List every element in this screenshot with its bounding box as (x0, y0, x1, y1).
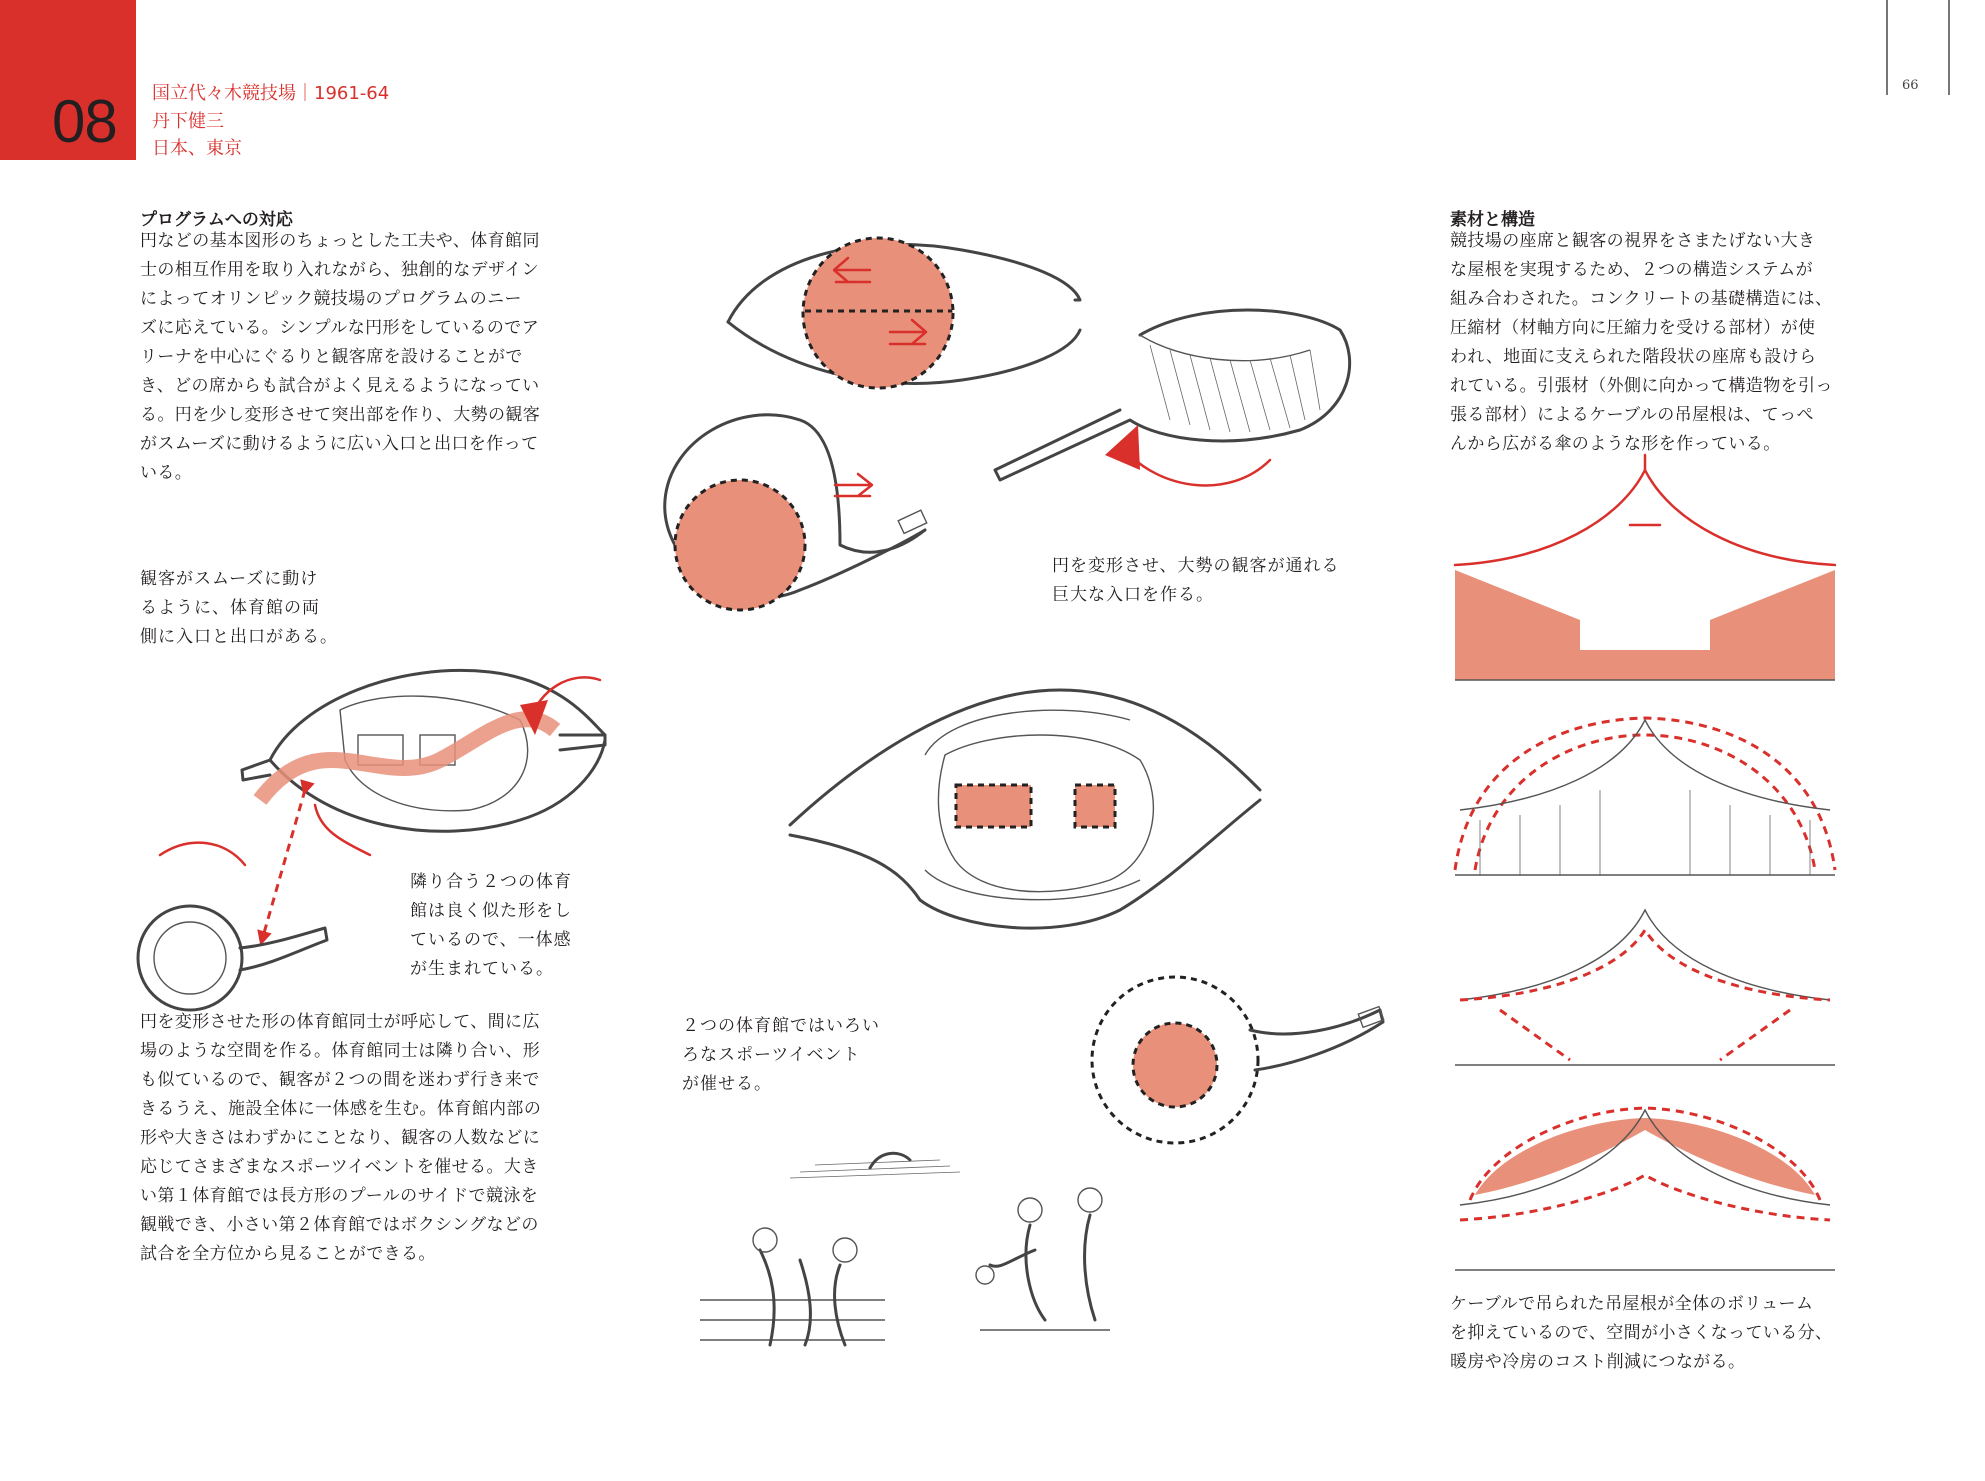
text-line: 側に入口と出口がある。 (140, 627, 338, 647)
chapter-number: 08 (52, 88, 117, 155)
text-line: れている。引張材（外側に向かって構造物を引っ (1450, 376, 1833, 396)
text-line: がスムーズに動けるように広い入口と出口を作って (140, 434, 539, 454)
swimmer-sketch (790, 1153, 960, 1178)
boxers-sketch (700, 1228, 885, 1345)
text-line: リーナを中心にぐるりと観客席を設けることがで (140, 347, 523, 367)
two-buildings-flow-diagram (160, 670, 605, 940)
text-line: 士の相互作用を取り入れながら、独創的なデザイン (140, 260, 540, 280)
text-line: も似ているので、観客が２つの間を迷わず行き来で (140, 1070, 540, 1090)
text-line: 暖房や冷房のコスト削減につながる。 (1450, 1352, 1746, 1372)
text-line: 場のような空間を作る。体育館同士は隣り合い、形 (140, 1041, 541, 1061)
building-title: 国立代々木競技場｜1961-64 (152, 83, 390, 104)
text-line: 試合を全方位から見ることができる。 (140, 1244, 436, 1264)
text-line: い第１体育館では長方形のプールのサイドで競泳を (140, 1186, 539, 1206)
text-line: る。円を少し変形させて突出部を作り、大勢の観客 (140, 405, 541, 425)
text-line: が催せる。 (682, 1074, 772, 1094)
text-line: きるうえ、施設全体に一体感を生む。体育館内部の (140, 1099, 542, 1119)
text-line: ているので、一体感 (410, 930, 572, 950)
basketball-sketch (976, 1188, 1110, 1330)
text-line: 形や大きさはわずかにことなり、観客の人数などに (140, 1128, 541, 1148)
text-line: 競技場の座席と観客の視界をさまたげない大き (1450, 231, 1816, 251)
text-line: るように、体育館の両 (140, 598, 320, 618)
text-line: んから広がる傘のような形を作っている。 (1450, 434, 1781, 454)
structure-heading: 素材と構造 (1450, 210, 1535, 230)
small-circle-building (138, 906, 327, 1010)
text-line: ２つの体育館ではいろい (682, 1016, 880, 1036)
text-line: ケーブルで吊られた吊屋根が全体のボリューム (1450, 1294, 1814, 1314)
text-line: が生まれている。 (410, 959, 554, 979)
text-line: 巨大な入口を作る。 (1052, 585, 1214, 605)
text-line: によってオリンピック競技場のプログラムのニー (140, 289, 522, 309)
location: 日本、東京 (152, 138, 242, 159)
stadium-perspective-sketch (995, 310, 1350, 485)
text-line: ズに応えている。シンプルな円形をしているのでア (140, 318, 540, 338)
text-line: 組み合わされた。コンクリートの基礎構造には、 (1450, 289, 1833, 309)
page-number: 66 (1902, 78, 1919, 93)
text-line: 張る部材）によるケーブルの吊屋根は、てっぺ (1450, 405, 1814, 425)
text-line: 円を変形させた形の体育館同士が呼応して、間に広 (140, 1012, 540, 1032)
text-line: 観戦でき、小さい第２体育館ではボクシングなどの (140, 1215, 539, 1235)
text-line: を抑えているので、空間が小さくなっている分、 (1450, 1323, 1833, 1343)
text-line: き、どの席からも試合がよく見えるようになってい (140, 376, 540, 396)
architect-name: 丹下健三 (152, 111, 224, 132)
text-line: 館は良く似た形をし (410, 901, 572, 921)
section-diagram-4 (1455, 1108, 1835, 1270)
tail-circle-diagram (665, 415, 927, 610)
text-line: 隣り合う２つの体育 (410, 872, 572, 892)
text-line: 円などの基本図形のちょっとした工夫や、体育館同 (140, 231, 540, 251)
section-diagram-1 (1455, 455, 1835, 680)
text-line: 応じてさまざまなスポーツイベントを催せる。大き (140, 1157, 539, 1177)
text-line: 圧縮材（材軸方向に圧縮力を受ける部材）が使 (1450, 318, 1816, 338)
section-diagram-3 (1455, 910, 1835, 1065)
central-building-plan (790, 690, 1260, 928)
text-line: いる。 (140, 463, 193, 483)
text-line: ろなスポーツイベント (682, 1045, 861, 1065)
program-heading: プログラムへの対応 (140, 210, 293, 230)
text-line: 円を変形させ、大勢の観客が通れる (1052, 556, 1340, 576)
text-line: 観客がスムーズに動け (140, 569, 319, 589)
split-circle-diagram (728, 238, 1080, 388)
nested-circle-diagram (1092, 977, 1384, 1143)
text-line: な屋根を実現するため、２つの構造システムが (1450, 260, 1814, 280)
text-line: われ、地面に支えられた階段状の座席も設けら (1450, 347, 1817, 367)
section-diagram-2 (1455, 718, 1835, 875)
